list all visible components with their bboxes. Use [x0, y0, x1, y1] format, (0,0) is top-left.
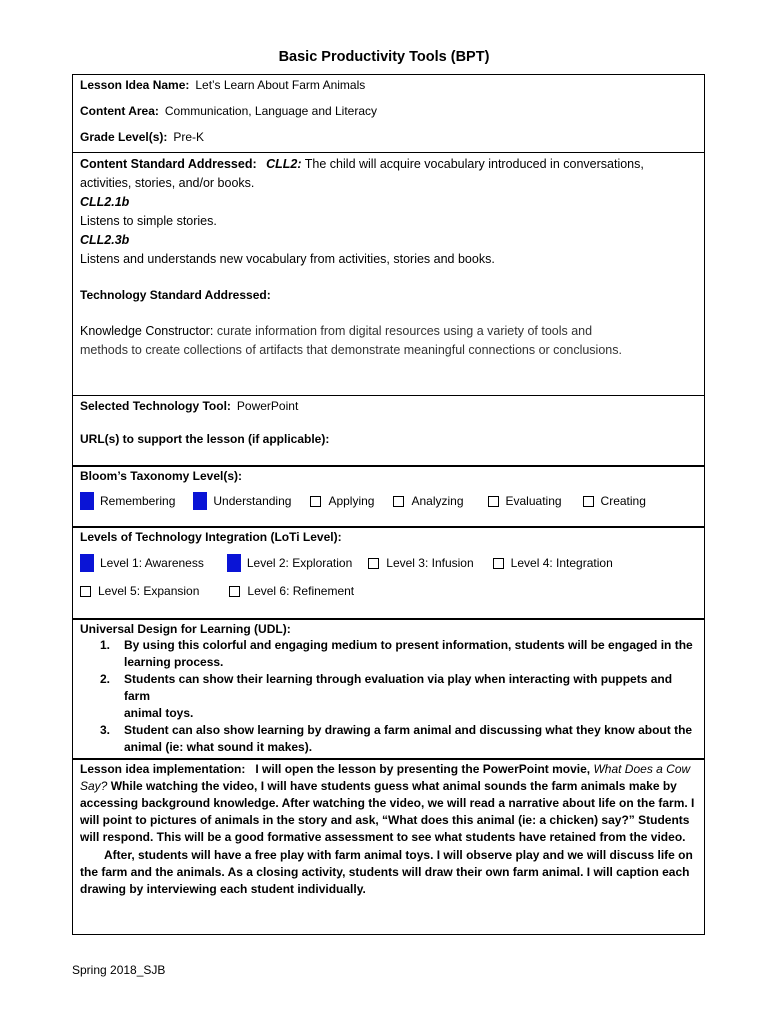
- tech-standard-label: Technology Standard Addressed:: [80, 288, 271, 302]
- tech-tool-value: PowerPoint: [236, 399, 299, 413]
- grade-level-label: Grade Level(s):: [80, 130, 168, 144]
- divider-blooms: [72, 465, 705, 467]
- blooms-options: [80, 492, 646, 510]
- unchecked-box[interactable]: [310, 496, 321, 507]
- blooms-option-creating[interactable]: Creating: [583, 494, 646, 508]
- loti-option-level-3[interactable]: Level 3: Infusion: [368, 556, 473, 570]
- loti-option-level-4[interactable]: Level 4: Integration: [493, 556, 613, 570]
- loti-option-level-2[interactable]: Level 2: Exploration: [227, 554, 352, 572]
- unchecked-box[interactable]: [583, 496, 594, 507]
- implementation-paragraph-2: After, students will have a free play with farm animal toys. I will observe play and we will discuss life on the farm and the animals. As a closing activity, students will draw their own farm animal. I will caption each drawing by interviewing each student individually.: [80, 848, 693, 897]
- blooms-option-applying[interactable]: Applying: [310, 494, 374, 508]
- loti-option-level-1[interactable]: Level 1: Awareness: [80, 554, 204, 572]
- divider-tool: [72, 395, 705, 396]
- divider-standards: [72, 152, 705, 153]
- lesson-name-value: Let’s Learn About Farm Animals: [195, 78, 366, 92]
- blooms-option-evaluating[interactable]: Evaluating: [488, 494, 562, 508]
- blooms-option-analyzing[interactable]: Analyzing: [393, 494, 463, 508]
- grade-level-value: Pre-K: [173, 130, 205, 144]
- unchecked-box[interactable]: [488, 496, 499, 507]
- implementation-label: Lesson idea implementation:: [80, 762, 246, 776]
- unchecked-box[interactable]: [80, 586, 91, 597]
- loti-label: Levels of Technology Integration (LoTi Level):: [80, 530, 342, 544]
- standard-text-3: Listens and understands new vocabulary from activities, stories and books.: [80, 252, 495, 266]
- lesson-name-label: Lesson Idea Name:: [80, 78, 190, 92]
- unchecked-box[interactable]: [493, 558, 504, 569]
- lesson-name-row: [80, 78, 365, 93]
- udl-list: [100, 637, 700, 756]
- standard-text-1b: activities, stories, and/or books.: [80, 176, 255, 190]
- content-standard-label: Content Standard Addressed:: [80, 157, 257, 171]
- blooms-option-understanding[interactable]: Understanding: [193, 492, 291, 510]
- loti-option-level-6[interactable]: Level 6: Refinement: [229, 584, 354, 598]
- knowledge-constructor-label: Knowledge Constructor:: [80, 324, 214, 338]
- udl-item-3: 3. Student can also show learning by drawing a farm animal and discussing what they know about the animal (ie: what sound it makes).: [100, 723, 693, 754]
- checked-box[interactable]: [227, 554, 241, 572]
- blooms-option-remembering[interactable]: Remembering: [80, 492, 175, 510]
- footer-text: Spring 2018_SJB: [72, 963, 166, 977]
- checked-box[interactable]: [80, 492, 94, 510]
- checked-box[interactable]: [193, 492, 207, 510]
- divider-implementation: [72, 758, 705, 760]
- divider-udl: [72, 618, 705, 620]
- tech-tool-row: [80, 399, 298, 414]
- content-standard-row: [80, 157, 644, 172]
- standard-code-cll23b: CLL2.3b: [80, 233, 130, 247]
- unchecked-box[interactable]: [229, 586, 240, 597]
- standard-code-cll21b: CLL2.1b: [80, 195, 130, 209]
- content-area-label: Content Area:: [80, 104, 159, 118]
- content-area-row: [80, 104, 377, 119]
- udl-item-2: 2. Students can show their learning through evaluation via play when interacting with puppets and farm animal toys.: [100, 672, 673, 720]
- standard-text-2: Listens to simple stories.: [80, 214, 217, 228]
- divider-loti: [72, 526, 705, 528]
- blooms-label: Bloom’s Taxonomy Level(s):: [80, 469, 243, 483]
- document-title: Basic Productivity Tools (BPT): [278, 49, 490, 65]
- knowledge-constructor-text-1: curate information from digital resources using a variety of tools and: [216, 324, 593, 338]
- implementation-paragraph-1: Lesson idea implementation: I will open the lesson by presenting the PowerPoint movie, What Does a Cow Say? While watching the video, I will have students guess what animal sounds the farm animals make by accessing background knowledge. After watching the video, we will read a narrative about life on the farm. I will point to pictures of animals in the story and ask, “What does this animal (ie: a chicken) say?” Students will respond. This will be a good formative assessment to see what students have retained from the video.: [80, 762, 695, 845]
- loti-option-level-5[interactable]: Level 5: Expansion: [80, 584, 199, 598]
- grade-level-row: [80, 130, 204, 145]
- knowledge-constructor-text-2: methods to create collections of artifacts that demonstrate meaningful connections or conclusions.: [80, 343, 622, 357]
- knowledge-constructor-row: [80, 324, 592, 339]
- loti-options-row-1: [80, 554, 613, 572]
- content-area-value: Communication, Language and Literacy: [164, 104, 378, 118]
- udl-label: Universal Design for Learning (UDL):: [80, 622, 291, 636]
- standard-text-1: The child will acquire vocabulary introduced in conversations,: [304, 157, 644, 171]
- checked-box[interactable]: [80, 554, 94, 572]
- unchecked-box[interactable]: [393, 496, 404, 507]
- loti-options-row-2: [80, 583, 354, 599]
- movie-title: What Does a Cow Say?: [80, 762, 691, 794]
- url-label: URL(s) to support the lesson (if applicable):: [80, 432, 330, 446]
- standard-code-cll2: CLL2:: [266, 157, 302, 171]
- unchecked-box[interactable]: [368, 558, 379, 569]
- udl-item-1: 1. By using this colorful and engaging medium to present information, students will be engaged in the learning process.: [100, 638, 693, 669]
- tech-tool-label: Selected Technology Tool:: [80, 399, 231, 413]
